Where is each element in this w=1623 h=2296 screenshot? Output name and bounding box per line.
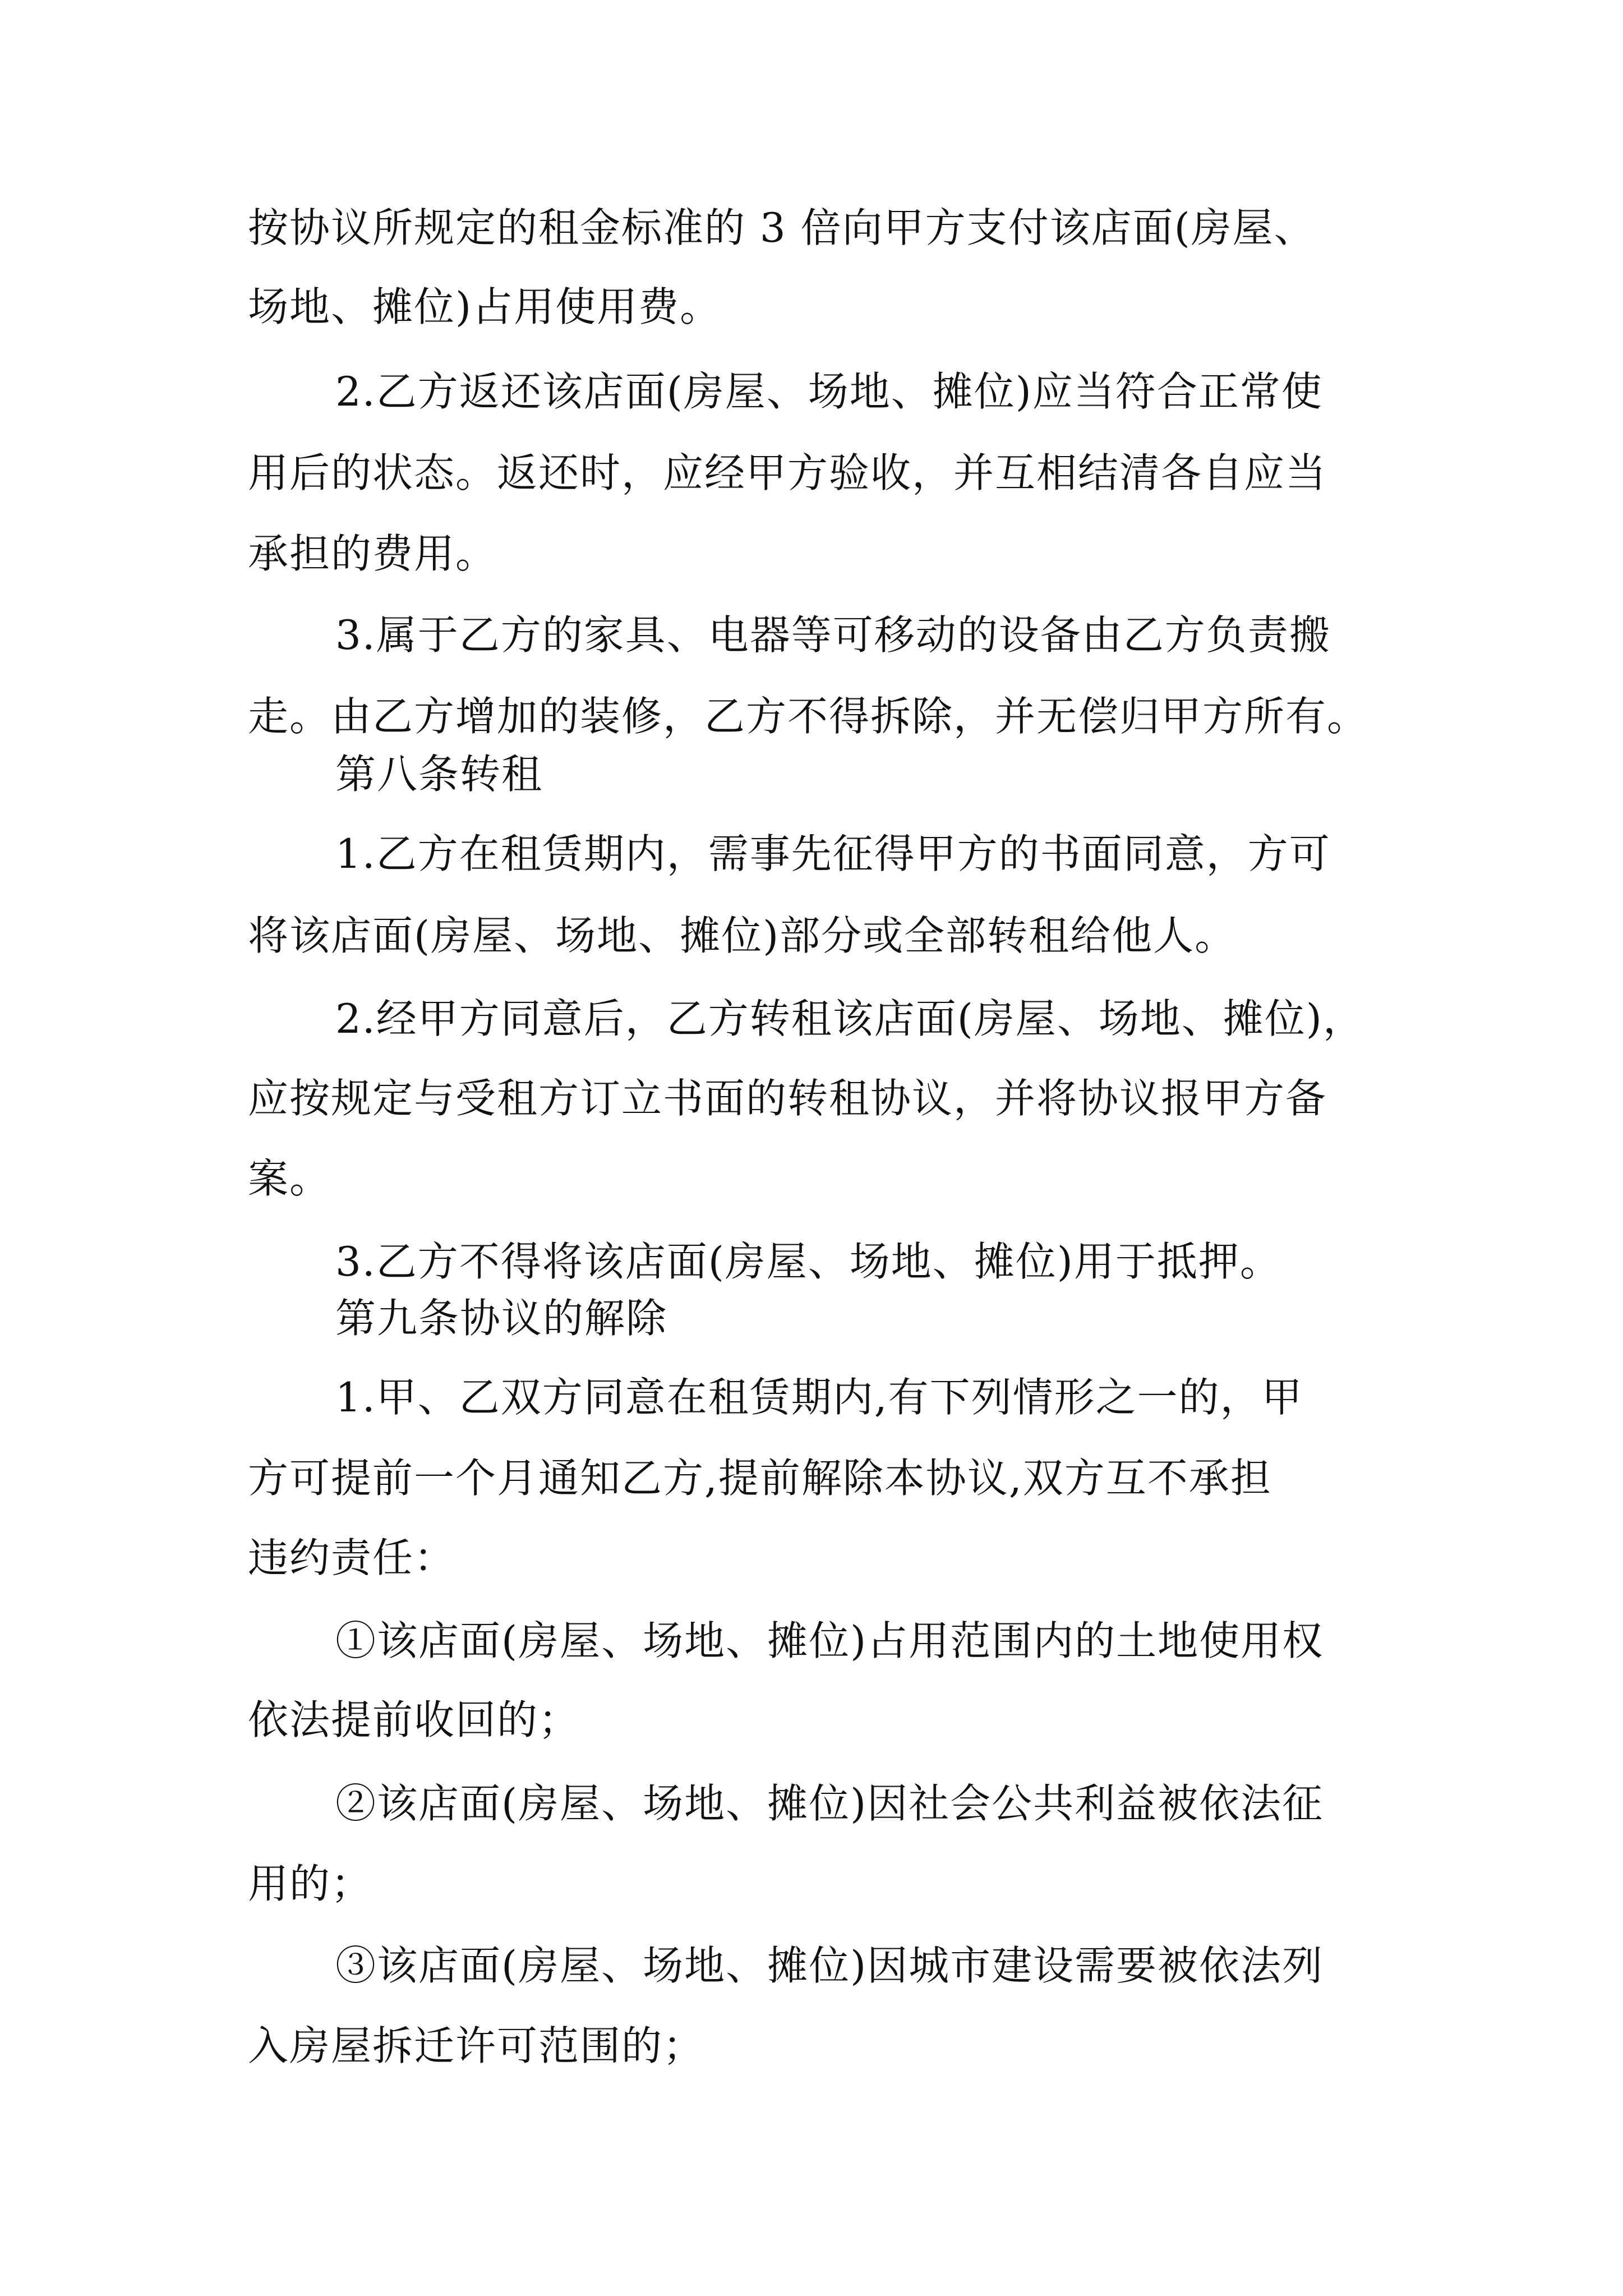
text-line: 3.属于乙方的家具、电器等可移动的设备由乙方负责搬	[335, 611, 1331, 659]
text-line: 违约责任：	[248, 1534, 456, 1581]
text-line: 按协议所规定的租金标准的 3 倍向甲方支付该店面(房屋、	[248, 204, 1316, 251]
text-line: 依法提前收回的；	[248, 1696, 580, 1743]
text-line: 走。由乙方增加的装修，乙方不得拆除，并无偿归甲方所有。	[248, 693, 1369, 740]
text-line: 场地、摊位)占用使用费。	[248, 283, 722, 330]
text-line: 应按规定与受租方订立书面的转租协议，并将协议报甲方备	[248, 1075, 1327, 1122]
text-line: 2.乙方返还该店面(房屋、场地、摊位)应当符合正常使	[335, 368, 1323, 415]
text-line: 将该店面(房屋、场地、摊位)部分或全部转租给他人。	[248, 912, 1237, 959]
text-line: ③该店面(房屋、场地、摊位)因城市建设需要被依法列	[335, 1942, 1324, 1989]
text-line: 3.乙方不得将该店面(房屋、场地、摊位)用于抵押。	[335, 1238, 1281, 1285]
text-line: 入房屋拆迁许可范围的；	[248, 2022, 705, 2069]
text-line: 方可提前一个月通知乙方,提前解除本协议,双方互不承担	[248, 1455, 1272, 1502]
text-line: ①该店面(房屋、场地、摊位)占用范围内的土地使用权	[335, 1617, 1324, 1664]
text-line: 1.甲、乙双方同意在租赁期内,有下列情形之一的，甲	[335, 1374, 1303, 1421]
text-line: 承担的费用。	[248, 530, 497, 577]
text-line: 1.乙方在租赁期内，需事先征得甲方的书面同意，方可	[335, 830, 1331, 877]
section-heading: 第九条协议的解除	[335, 1295, 668, 1342]
text-line: 案。	[248, 1155, 331, 1202]
text-line: ②该店面(房屋、场地、摊位)因社会公共利益被依法征	[335, 1780, 1324, 1827]
text-line: 用的；	[248, 1860, 373, 1907]
text-line: 2.经甲方同意后，乙方转租该店面(房屋、场地、摊位)，	[335, 995, 1364, 1042]
text-line: 用后的状态。返还时，应经甲方验收，并互相结清各自应当	[248, 449, 1327, 496]
section-heading: 第八条转租	[335, 751, 543, 798]
